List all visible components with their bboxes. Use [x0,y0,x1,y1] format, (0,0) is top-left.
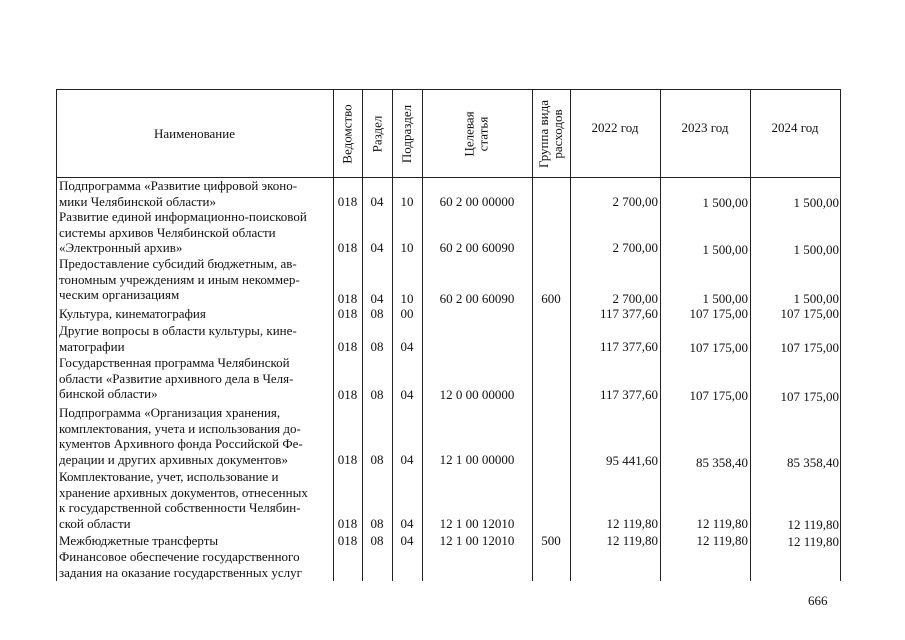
cell-ved: 018 [337,516,358,531]
cell-2023: 1 500,00 [702,291,748,306]
cell-2022: 117 377,60 [599,306,658,321]
row-name: Государственная программа Челябинской области «Развитие архивного дела в Челя- бинской области» [59,355,294,402]
cell-ved: 018 [337,387,358,402]
cell-tsel: 12 1 00 00000 [439,452,515,467]
header-2023: 2023 год [681,120,729,135]
cell-tsel: 12 1 00 12010 [439,533,515,548]
row-name: Предоставление субсидий бюджетным, ав- тономным учреждениям и иным некоммер- ческим организациям [59,256,300,303]
cell-razdel: 08 [370,306,384,321]
row-name: Другие вопросы в области культуры, кине- матографии [59,323,297,354]
cell-tsel: 60 2 00 60090 [439,291,515,306]
table-row [56,323,841,355]
cell-tsel: 60 2 00 60090 [439,240,515,255]
cell-2022: 2 700,00 [612,291,658,306]
cell-2023: 107 175,00 [689,388,748,403]
cell-2022: 2 700,00 [612,193,658,209]
cell-2022: 2 700,00 [612,240,658,255]
cell-2024: 107 175,00 [780,389,839,404]
cell-2024: 1 500,00 [793,195,839,210]
cell-ved: 018 [337,533,358,548]
header-vedomstvo: Ведомство [339,103,355,164]
header-gruppa-line1: Группа вида [536,99,552,168]
cell-2024: 107 175,00 [780,340,839,355]
header-gruppa-vida-rashodov [532,90,570,177]
cell-tsel: 12 0 00 00000 [439,387,515,402]
cell-2024: 107 175,00 [780,306,839,321]
cell-ved: 018 [337,306,358,321]
table-row [56,256,841,306]
table-row [56,549,841,581]
cell-podrazdel: 04 [400,452,414,467]
cell-ved: 018 [337,291,358,306]
cell-2022: 12 119,80 [606,516,658,531]
header-razdel: Раздел [369,115,384,152]
cell-2023: 85 358,40 [696,455,748,470]
table-row [56,178,841,209]
cell-podrazdel: 04 [400,387,414,402]
cell-2024: 12 119,80 [787,534,839,549]
cell-2022: 12 119,80 [606,533,658,548]
cell-razdel: 08 [370,452,384,467]
table-row [56,355,841,405]
cell-2023: 1 500,00 [702,195,748,210]
header-name: Наименование [154,125,235,141]
row-name: Культура, кинематография [59,306,206,321]
header-2022: 2022 год [591,120,639,135]
row-name: Развитие единой информационно-поисковой системы архивов Челябинской области «Электронный архив» [59,209,307,256]
cell-podrazdel: 04 [400,338,414,354]
cell-podrazdel: 10 [400,193,414,209]
header-gruppa-line2: расходов [550,108,566,159]
cell-2023: 107 175,00 [689,340,748,355]
cell-2024: 12 119,80 [787,517,839,532]
cell-podrazdel: 10 [400,240,414,255]
cell-2022: 117 377,60 [599,338,658,354]
cell-ved: 018 [337,240,358,255]
cell-2024: 1 500,00 [793,291,839,306]
row-name: Комплектование, учет, использование и хранение архивных документов, отнесенных к государственной собственности Челябин- ской области [59,469,308,531]
cell-gruppa: 600 [541,291,561,306]
cell-razdel: 08 [370,533,384,548]
cell-tsel: 12 1 00 12010 [439,516,515,531]
cell-razdel: 08 [370,516,384,531]
table-row [56,469,841,533]
table-row [56,209,841,256]
row-name: Подпрограмма «Организация хранения, комплектования, учета и использования до- кументов Архивного фонда Российской Фе- дерации и других архивных документов» [59,405,303,467]
cell-razdel: 08 [370,387,384,402]
header-tselevaya-line1: Целевая [461,110,477,157]
header-tselevaya-statya [422,90,532,177]
row-name: Межбюджетные трансферты [59,533,219,548]
cell-2022: 95 441,60 [606,453,658,468]
cell-gruppa: 500 [541,533,561,548]
cell-2023: 1 500,00 [702,242,748,257]
cell-2023: 107 175,00 [689,306,748,321]
cell-ved: 018 [337,452,358,467]
header-tselevaya-line2: статья [475,116,491,151]
cell-podrazdel: 10 [400,291,414,306]
table-row [56,533,841,549]
header-2024: 2024 год [771,120,819,135]
cell-tsel: 60 2 00 00000 [439,193,515,209]
page-number: 666 [808,593,828,608]
cell-razdel: 04 [370,291,384,306]
cell-razdel: 04 [370,193,384,209]
row-name: Подпрограмма «Развитие цифровой эконо- мики Челябинской области» [59,178,298,209]
cell-podrazdel: 00 [400,306,414,321]
cell-ved: 018 [337,338,358,354]
cell-2022: 117 377,60 [599,387,658,402]
table-row [56,405,841,469]
table-row [56,306,841,323]
cell-2024: 85 358,40 [787,455,839,470]
cell-podrazdel: 04 [400,516,414,531]
cell-razdel: 04 [370,240,384,255]
cell-2023: 12 119,80 [696,533,748,548]
cell-razdel: 08 [370,338,384,354]
cell-podrazdel: 04 [400,533,414,548]
cell-2024: 1 500,00 [793,242,839,257]
cell-2023: 12 119,80 [696,516,748,531]
header-podrazdel: Подраздел [399,104,415,163]
cell-ved: 018 [337,193,358,209]
row-name: Финансовое обеспечение государственного задания на оказание государственных услуг [59,549,302,580]
